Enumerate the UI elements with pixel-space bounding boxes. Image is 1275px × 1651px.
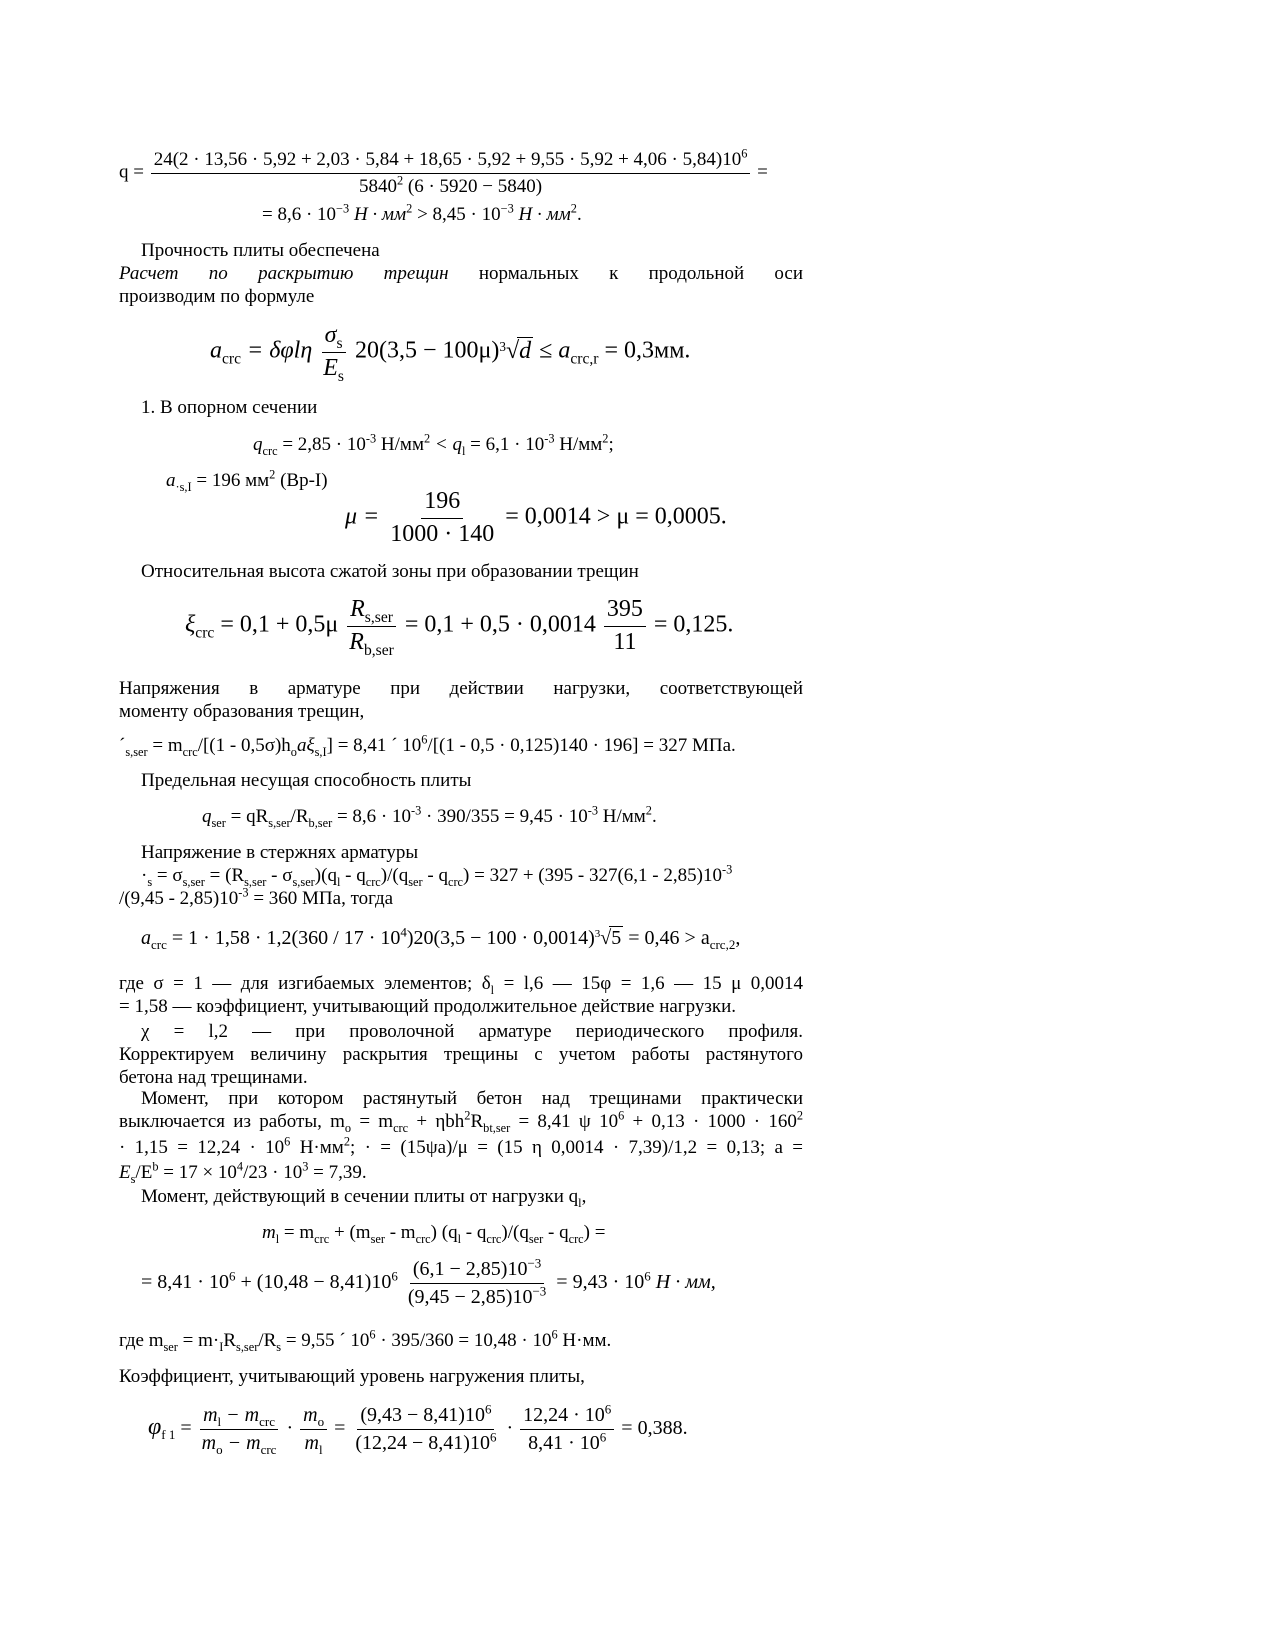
- paragraph-acting-moment: Момент, действующий в сечении плиты от нагрузки $q_l$,: [141, 1186, 587, 1210]
- paragraph-moment-4: $E_s/E^b = 17 \times 10^4/23 \cdot 10^3 = 7,39$.: [119, 1159, 367, 1186]
- line-qcrc: $q_{crc} = 2,85 \cdot 10^{-3}$ $Н/мм^2 < q_l = 6,1 \cdot 10^{-3}$ $Н/мм^2$;: [253, 431, 614, 458]
- equation-acrc-2: $a_{crc} = 1 \cdot 1,58 \cdot 1,2(360 / 17 \cdot 10^4)20(3,5 - 100 \cdot 0,0014)^3√5 = 0,46 > a_{crc,2}$,: [141, 924, 741, 952]
- paragraph-rods: Напряжение в стержнях арматуры: [141, 842, 419, 863]
- eq-lhs: q =: [119, 161, 144, 183]
- paragraph-calc-line2: производим по формуле: [119, 286, 315, 307]
- paragraph-limit: Предельная несущая способность плиты: [141, 770, 472, 791]
- paragraph-stress-line2: моменту образования трещин,: [119, 701, 365, 722]
- paragraph-chi-2: Корректируем величину раскрытия трещины с учетом работы растянутого: [119, 1044, 803, 1065]
- paragraph-moment-2: выключается из работы, $m_o = m_{crc} + \eta bh^2R_{bt,ser} = 8,41$ ψ $10^6 + 0,13 \cdot 1000 \cdot 160^2$: [119, 1108, 804, 1135]
- equation-q-result: = $8,6 \cdot 10^{-3}$ $Н \cdot мм^2 > 8,45 \cdot 10^{-3}$ $Н \cdot мм^2$.: [262, 201, 582, 225]
- line-rods-1: $\cdot_s = \sigma_{s,ser} = (R_{s,ser} - \sigma_{s,ser})(q_l - q_{crc})/(q_{ser} - q_{crc}) = 327 + (395 - 327(6,1 - 2,85)10^{-3}$: [141, 862, 733, 889]
- equation-mu: μ = $\frac{196}{1000 \cdot 140}$ = 0,0014 > μ = 0,0005.: [345, 488, 727, 547]
- line-ml: $m_l = m_{crc} + (m_{ser} - m_{crc})$ $(q_l - q_{crc})/(q_{ser} - q_{crc})$ =: [262, 1222, 606, 1246]
- line-sigma-ser: $´_{s,ser} = m_{crc}/[(1 - 0,5\sigma)h_oa\xi_{s,I}] = 8,41$ ´ $10^6/[(1 - 0,5 \cdot 0,125)140 \cdot 196] = 327$ МПа.: [119, 732, 736, 759]
- line-rods-2: $/(9,45 - 2,85)10^{-3} = 360$ МПа, тогда: [119, 885, 394, 909]
- line-qser: $q_{ser} = qR_{s,ser}/R_{b,ser} = 8,6 \cdot 10^{-3} \cdot 390/355 = 9,45 \cdot 10^{-3}$ $Н/мм^2$.: [202, 803, 657, 830]
- paragraph-stress-line1: Напряжения в арматуре при действии нагрузки, соответствующей: [119, 678, 803, 699]
- equation-q: q = $24(2 \cdot 13,56 \cdot 5,92 + 2,03 \cdot 5,84 + 18,65 \cdot 5,92 + 9,55 \cdot 5,92 + 4,06 \cdot 5,84)10^6$ 5840$^2$ (6 · 5920 − 5840) =: [119, 146, 768, 197]
- paragraph-moment-1: Момент, при котором растянутый бетон над трещинами практически: [141, 1088, 803, 1109]
- line-as: $a_{\cdot s,I} = 196$ $мм^2$ (Вр-I): [166, 467, 328, 494]
- paragraph-chi-1: χ = l,2 — при проволочной арматуре периодического профиля.: [141, 1021, 803, 1042]
- equation-xi: $\xi_{crc} = 0,1 + 0,5\mu$ $\frac{R_{s,ser}}{R_{b,ser}}$ = 0,1 + 0,5 · 0,0014 $\frac{395}{11}$ = 0,125.: [185, 596, 734, 659]
- paragraph-where-2: = 1,58 — коэффициент, учитывающий продолжительное действие нагрузки.: [119, 996, 737, 1017]
- paragraph-coefficient: Коэффициент, учитывающий уровень нагружения плиты,: [119, 1366, 585, 1387]
- paragraph-mser: где $m_{ser} = m\cdot_IR_{s,ser}/R_s = 9,55$ ´ $10^6 \cdot 395/360 = 10,48 \cdot 10^6$ Н·мм.: [119, 1327, 612, 1354]
- equation-ml: = $8,41 \cdot 10^6 + (10,48 - 8,41)10^6$ $\frac{(6,1 - 2,85)10^{-3}}{(9,45 - 2,85)10^{-3}}$ = $9,43 \cdot 10^6$ Н · мм,: [141, 1255, 716, 1308]
- paragraph-chi-3: бетона над трещинами.: [119, 1067, 308, 1088]
- equation-phi: $\varphi_{f 1}$ = $\frac{m_l - m_{crc}}{m_o - m_{crc}}$ · $\frac{m_o}{m_l}$ = $\frac{(9,43 - 8,41)10^6}{(12,24 - 8,41)10^6}$ · $\frac{12,24 \cdot 10^6}{8,41 \cdot 10^6}$ = 0,388.: [148, 1401, 688, 1457]
- eq-fraction: $24(2 \cdot 13,56 \cdot 5,92 + 2,03 \cdot 5,84 + 18,65 \cdot 5,92 + 9,55 \cdot 5,92 + 4,06 \cdot 5,84)10^6$ 5840$^2$ (6 · 5920 − 5840): [151, 149, 751, 198]
- paragraph-relative-height: Относительная высота сжатой зоны при образовании трещин: [141, 561, 639, 582]
- paragraph-strength: Прочность плиты обеспечена: [141, 240, 380, 261]
- paragraph-where-1: где σ = 1 — для изгибаемых элементов; $\delta_l = l,6$ — 15φ = 1,6 — 15 μ 0,0014: [119, 973, 803, 997]
- paragraph-calc-line1: Расчет по раскрытию трещин нормальных к продольной оси: [119, 263, 804, 284]
- equation-acrc: $a_{crc} = \delta\varphi l\eta$ $\frac{\sigma_s}{E_s}$ $20(3,5 - 100\mu)^3√d \le a_{crc,r} = 0,3мм$.: [210, 322, 691, 385]
- paragraph-moment-3: · $1,15 = 12,24 \cdot 10^6$ $Н\cdot мм^2$; · = (15ψa)/μ = (15 η 0,0014 · 7,39)/1,2 = 0,13; a =: [119, 1134, 803, 1158]
- list-item-1: 1. В опорном сечении: [141, 397, 318, 418]
